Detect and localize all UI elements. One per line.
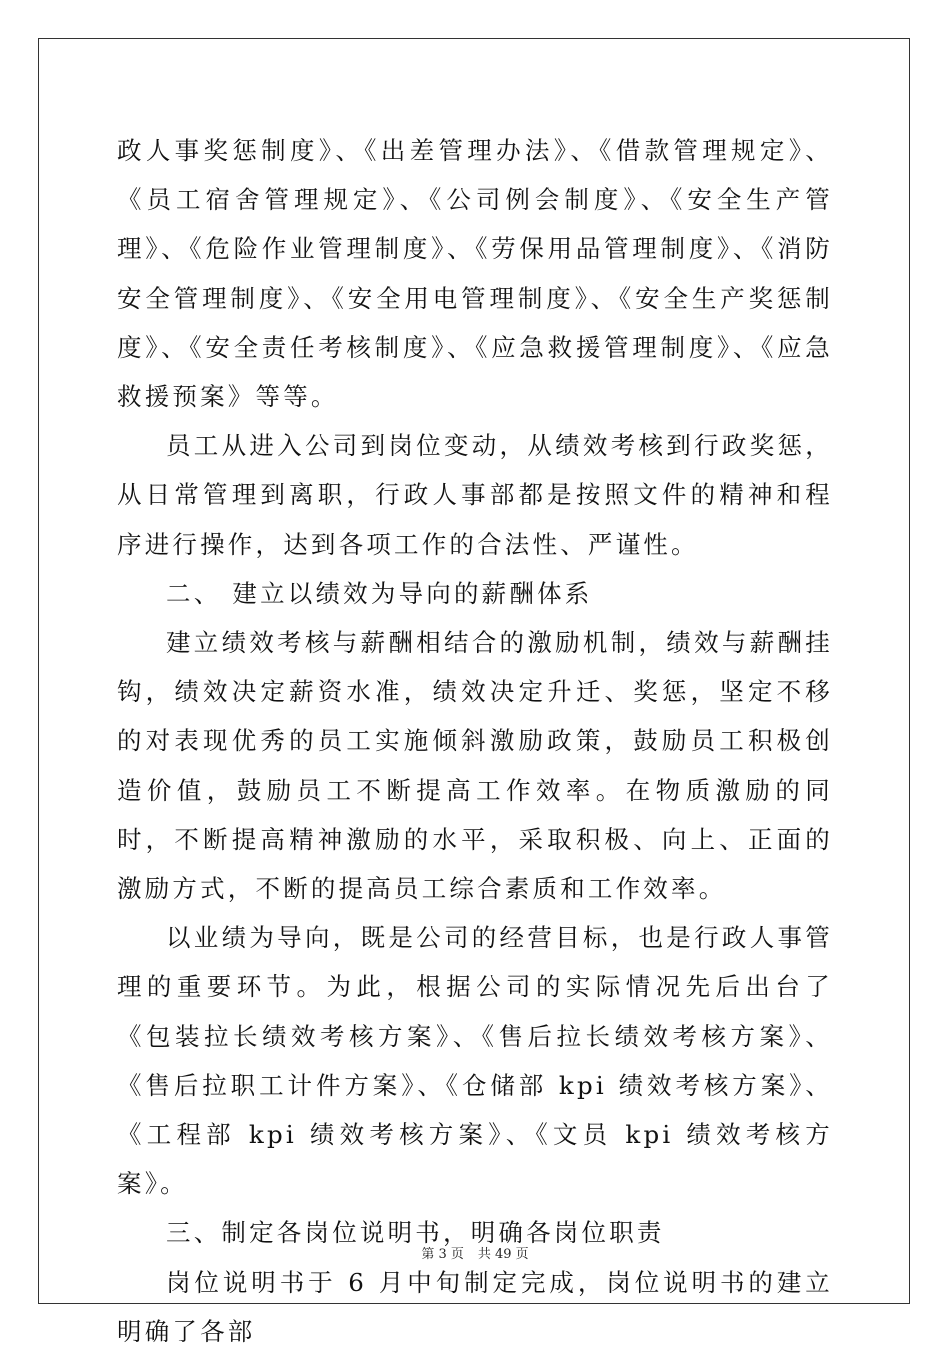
paragraph: 建立绩效考核与薪酬相结合的激励机制，绩效与薪酬挂钩，绩效决定薪资水准，绩效决定升迁、奖惩，坚定不移的对表现优秀的员工实施倾斜激励政策，鼓励员工积极创造价值，鼓励员工不断提高工作效率。在物质激励的同时，不断提高精神激励的水平，采取积极、向上、正面的激励方式，不断的提高员工综合素质和工作效率。 [117,628,833,904]
section-heading-3: 三、制定各岗位说明书，明确各岗位职责 [166,1218,665,1248]
paragraph: 员工从进入公司到岗位变动，从绩效考核到行政奖惩，从日常管理到离职，行政人事部都是按照文件的精神和程序进行操作，达到各项工作的合法性、严谨性。 [117,431,833,559]
document-body [117,126,833,1356]
page-footer [0,1247,950,1263]
page-number: 第 3 页 [421,1247,464,1262]
page-total: 共 49 页 [477,1247,529,1262]
paragraph: 岗位说明书于 6 月中旬制定完成，岗位说明书的建立明确了各部 [117,1267,833,1346]
paragraph: 以业绩为导向，既是公司的经营目标，也是行政人事管理的重要环节。为此，根据公司的实际情况先后出台了《包装拉长绩效考核方案》、《售后拉长绩效考核方案》、《售后拉职工计件方案》、《仓储部 kpi 绩效考核方案》、《工程部 kpi 绩效考核方案》、《文员 kpi 绩效考核方案》。 [117,923,833,1199]
section-heading-2: 二、 建立以绩效为导向的薪酬体系 [166,578,593,608]
paragraph-continuation: 政人事奖惩制度》、《出差管理办法》、《借款管理规定》、《员工宿舍管理规定》、《公司例会制度》、《安全生产管理》、《危险作业管理制度》、《劳保用品管理制度》、《消防安全管理制度》、《安全用电管理制度》、《安全生产奖惩制度》、《安全责任考核制度》、《应急救援管理制度》、《应急救援预案》等等。 [117,136,833,412]
